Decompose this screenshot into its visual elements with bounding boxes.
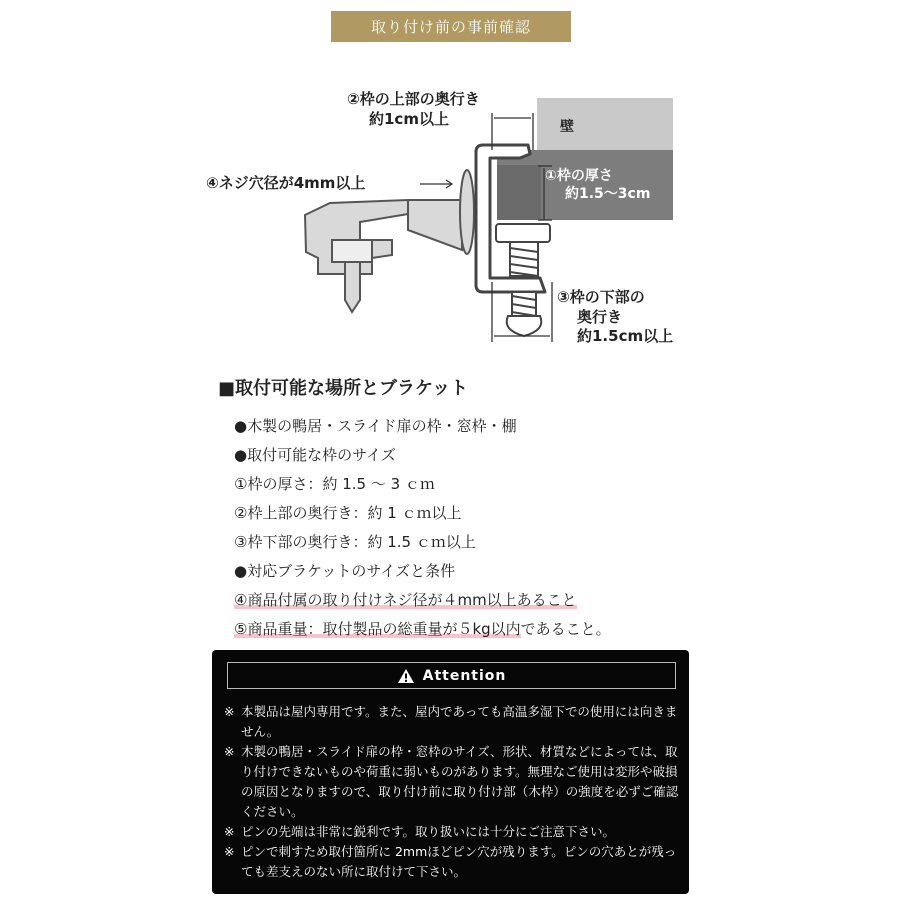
list-item: ●取付可能な枠のサイズ (234, 446, 396, 464)
list-item: ●対応ブラケットのサイズと条件 (234, 562, 456, 580)
attention-heading: Attention (227, 662, 676, 689)
label-bottom-depth: ③枠の下部の 奥行き 約1.5cm以上 (557, 288, 674, 345)
label-top-depth: ②枠の上部の奥行き 約1cm以上 (347, 90, 480, 128)
label-screw: ④ネジ穴径が4mm以上 (206, 174, 366, 192)
warning-icon (397, 668, 415, 684)
label-thickness: ①枠の厚さ 約1.5〜3cm (545, 168, 651, 203)
attention-note: ※ 木製の鴨居・スライド扉の枠・窓枠のサイズ、形状、材質などによっては、取り付けできないものや荷重に弱いものがあります。無理なご使用は変形や破損の原因となりますので、取り付け前に取り付け部（木枠）の強度を必ずご確認ください。 (224, 744, 679, 819)
attention-note: ※ ピンの先端は非常に鋭利です。取り扱いには十分にご注意下さい。 (224, 824, 616, 839)
attention-note: ※ 本製品は屋内専用です。また、屋内であっても高温多湿下での使用には向きません。 (224, 704, 678, 739)
conditions-list (218, 412, 738, 644)
list-item: ④商品付属の取り付けネジ径が４mm以上あること (234, 591, 577, 609)
list-item: ⑤商品重量：取付製品の総重量が５kg以内であること。 (234, 620, 611, 638)
wall-shape (537, 98, 673, 150)
list-item: ①枠の厚さ：約 1.5 〜 3 ｃｍ (234, 475, 435, 493)
page-title: 取り付け前の事前確認 (331, 11, 571, 42)
list-item: ③枠下部の奥行き：約 1.5 ｃｍ以上 (234, 533, 476, 551)
section-heading: ■取付可能な場所とブラケット (218, 378, 469, 399)
list-item: ②枠上部の奥行き：約 1 ｃｍ以上 (234, 504, 462, 522)
attention-notes (224, 702, 684, 882)
frame-inner (497, 165, 541, 220)
attention-note: ※ ピンで刺すため取付箇所に 2mmほどピン穴が残ります。ピンの穴あとが残っても差支えのない所に取付けて下さい。 (224, 844, 677, 879)
label-wall: 壁 (560, 119, 574, 135)
list-item: ●木製の鴨居・スライド扉の枠・窓枠・棚 (234, 417, 517, 435)
attention-box (212, 650, 689, 894)
mounting-info-section (218, 374, 738, 644)
